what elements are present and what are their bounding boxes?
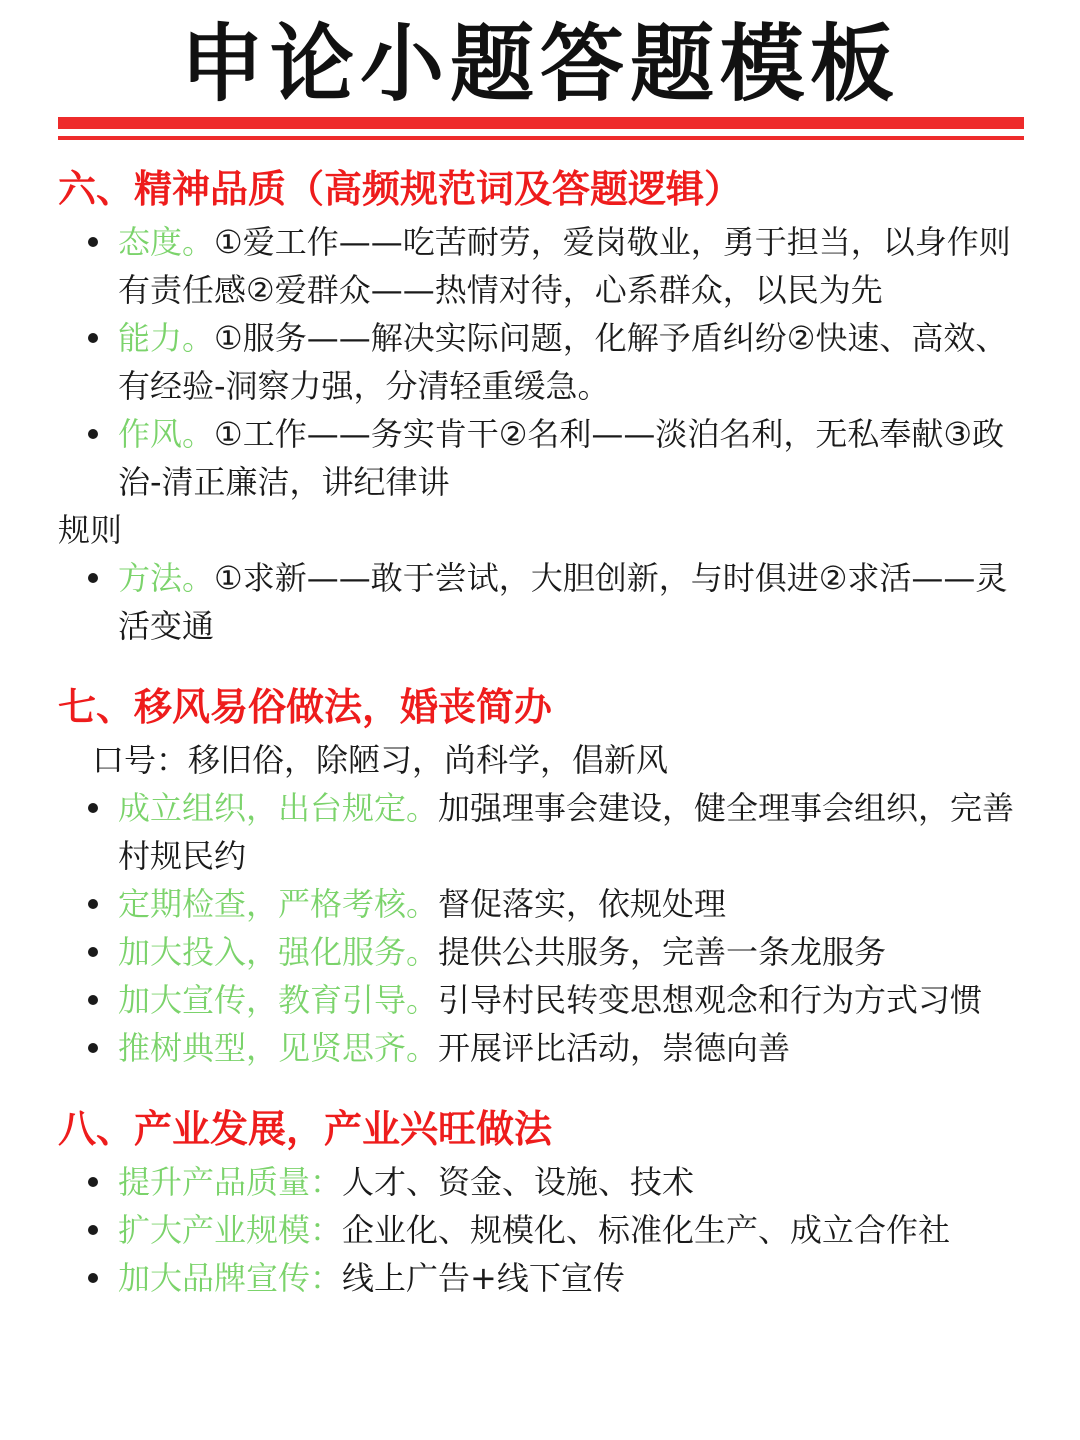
item-text: 提供公共服务，完善一条龙服务 [438, 933, 887, 971]
item-keyword: 提升产品质量： [118, 1163, 343, 1201]
item-text: 引导村民转变思想观念和行为方式习惯 [438, 981, 983, 1019]
section-heading: 七、移风易俗做法，婚丧简办 [58, 685, 553, 729]
item-keyword: 加大品牌宣传： [118, 1259, 343, 1297]
item-text: 督促落实，依规处理 [438, 885, 727, 923]
item-text: ①爱工作——吃苦耐劳，爱岗敬业，勇于担当，以身作则有责任感②爱群众——热情对待，心系群众，以民为先 [118, 223, 1011, 309]
section-industry-development [58, 1100, 1024, 1302]
title-divider-thick [58, 117, 1024, 129]
section-customs-reform [58, 678, 1024, 1072]
list-item [58, 314, 1024, 410]
item-keyword: 态度。 [118, 223, 215, 261]
content [58, 160, 1024, 1330]
list-item [58, 1158, 1024, 1206]
bullet-list [58, 784, 1024, 1072]
item-keyword: 推树典型，见贤思齐。 [118, 1029, 439, 1067]
item-text: ①服务——解决实际问题，化解予盾纠纷②快速、高效、有经验-洞察力强，分清轻重缓急。 [118, 319, 1008, 405]
list-item [58, 1206, 1024, 1254]
item-text: ①求新——敢于尝试，大胆创新，与时俱进②求活——灵活变通 [118, 559, 1008, 645]
section-heading: 八、产业发展，产业兴旺做法 [58, 1107, 553, 1151]
item-keyword: 成立组织，出台规定。 [118, 789, 439, 827]
item-keyword: 加大宣传，教育引导。 [118, 981, 439, 1019]
item-text: ①工作——务实肯干②名利——淡泊名利，无私奉献③政治-清正廉洁，讲纪律讲 [118, 415, 1005, 501]
item-keyword: 定期检查，严格考核。 [118, 885, 439, 923]
item-text: 开展评比活动，崇德向善 [438, 1029, 791, 1067]
section-heading: 六、精神品质（高频规范词及答题逻辑） [58, 167, 743, 211]
item-keyword: 加大投入，强化服务。 [118, 933, 439, 971]
item-keyword: 方法。 [118, 559, 215, 597]
page-title: 申论小题答题模板 [179, 15, 900, 113]
list-item [58, 976, 1024, 1024]
list-item [58, 784, 1024, 880]
overflow-text: 规则 [58, 511, 123, 549]
section-spirit-quality [58, 160, 1024, 650]
list-item [58, 410, 1024, 506]
item-keyword: 作风。 [118, 415, 215, 453]
bullet-list [58, 1158, 1024, 1302]
list-item [58, 554, 1024, 650]
list-item [58, 928, 1024, 976]
item-text: 线上广告+线下宣传 [342, 1259, 625, 1297]
list-item [58, 880, 1024, 928]
item-text: 人才、资金、设施、技术 [342, 1163, 695, 1201]
list-item [58, 218, 1024, 314]
item-text: 加强理事会建设，健全理事会组织，完善村规民约 [118, 789, 1015, 875]
bullet-list [58, 218, 1024, 506]
bullet-list [58, 554, 1024, 650]
item-text: 企业化、规模化、标准化生产、成立合作社 [342, 1211, 951, 1249]
list-item [58, 1024, 1024, 1072]
item-keyword: 能力。 [118, 319, 215, 357]
slogan-text: 口号：移旧俗，除陋习，尚科学，倡新风 [92, 741, 669, 779]
title-divider-thin [58, 136, 1024, 140]
item-keyword: 扩大产业规模： [118, 1211, 343, 1249]
list-item [58, 1254, 1024, 1302]
